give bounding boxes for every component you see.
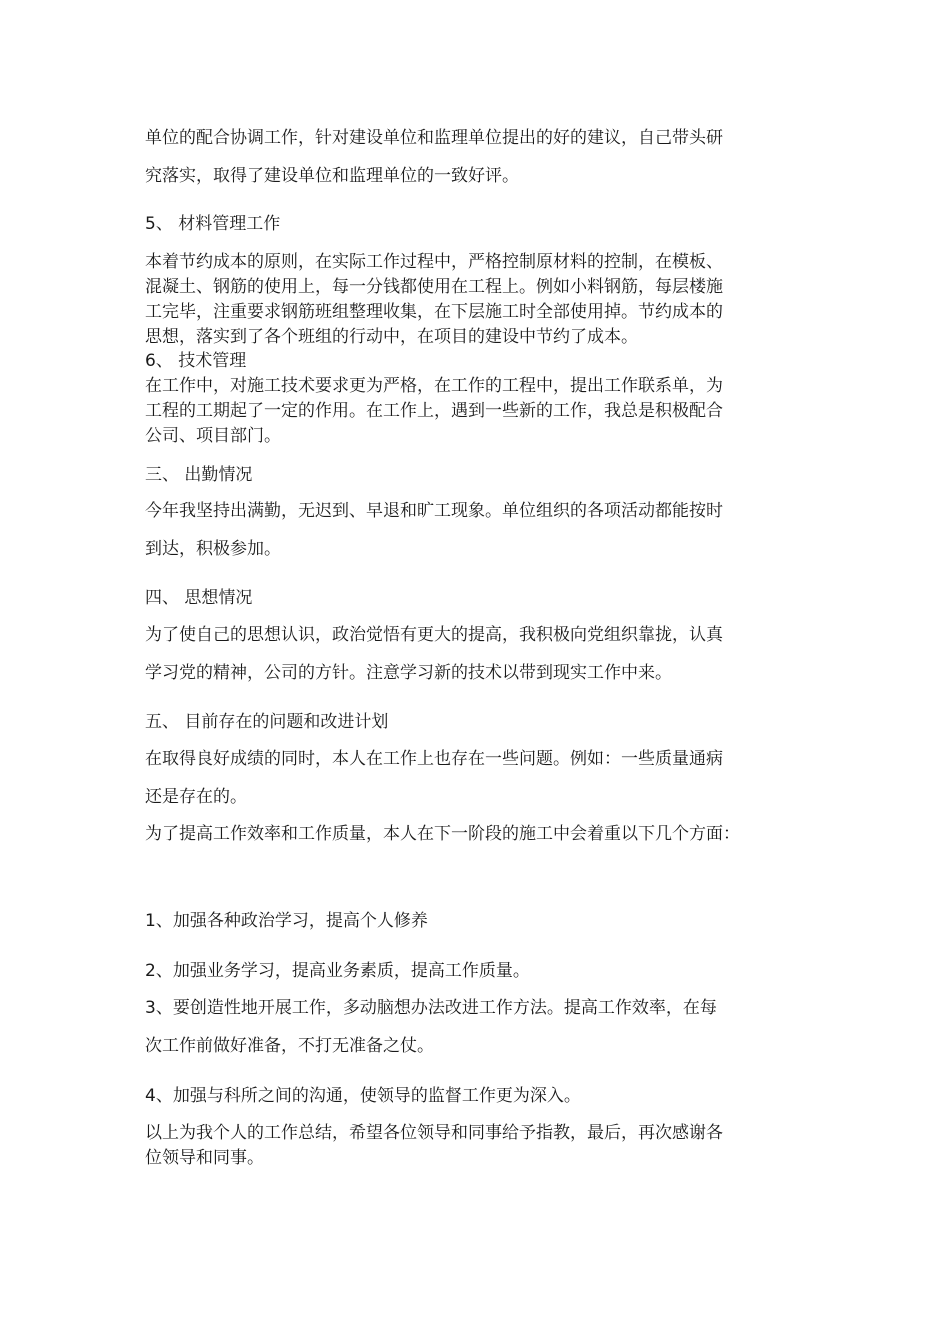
- paragraph-line: 工程的工期起了一定的作用。在工作上，遇到一些新的工作，我总是积极配合: [145, 401, 723, 421]
- list-item: 次工作前做好准备，不打无准备之仗。: [145, 1036, 434, 1056]
- paragraph-line: 思想，落实到了各个班组的行动中，在项目的建设中节约了成本。: [145, 327, 638, 347]
- paragraph-line: 工完毕，注重要求钢筋班组整理收集，在下层施工时全部使用掉。节约成本的: [145, 302, 723, 322]
- section-heading: 五、 目前存在的问题和改进计划: [145, 712, 389, 732]
- paragraph-line: 以上为我个人的工作总结，希望各位领导和同事给予指教，最后，再次感谢各: [145, 1123, 723, 1143]
- list-item: 4、加强与科所之间的沟通，使领导的监督工作更为深入。: [145, 1086, 581, 1106]
- section-heading: 三、 出勤情况: [145, 465, 253, 485]
- list-item: 1、加强各种政治学习，提高个人修养: [145, 911, 428, 931]
- paragraph-line: 单位的配合协调工作，针对建设单位和监理单位提出的好的建议，自己带头研: [145, 128, 723, 148]
- paragraph-line: 在取得良好成绩的同时，本人在工作上也存在一些问题。例如：一些质量通病: [145, 749, 723, 769]
- paragraph-line: 为了提高工作效率和工作质量，本人在下一阶段的施工中会着重以下几个方面：: [145, 824, 740, 844]
- paragraph-line: 到达，积极参加。: [145, 539, 281, 559]
- paragraph-line: 位领导和同事。: [145, 1148, 264, 1168]
- paragraph-line: 为了使自己的思想认识，政治觉悟有更大的提高，我积极向党组织靠拢，认真: [145, 625, 723, 645]
- section-heading: 四、 思想情况: [145, 588, 253, 608]
- paragraph-line: 公司、项目部门。: [145, 426, 281, 446]
- section-heading: 5、 材料管理工作: [145, 214, 281, 234]
- section-heading: 6、 技术管理: [145, 351, 247, 371]
- list-item: 2、加强业务学习，提高业务素质，提高工作质量。: [145, 961, 530, 981]
- paragraph-line: 今年我坚持出满勤，无迟到、早退和旷工现象。单位组织的各项活动都能按时: [145, 501, 723, 521]
- list-item: 3、要创造性地开展工作，多动脑想办法改进工作方法。提高工作效率，在每: [145, 998, 717, 1018]
- paragraph-line: 究落实，取得了建设单位和监理单位的一致好评。: [145, 166, 519, 186]
- paragraph-line: 混凝土、钢筋的使用上，每一分钱都使用在工程上。例如小料钢筋，每层楼施: [145, 277, 723, 297]
- paragraph-line: 本着节约成本的原则，在实际工作过程中，严格控制原材料的控制，在模板、: [145, 252, 723, 272]
- paragraph-line: 学习党的精神，公司的方针。注意学习新的技术以带到现实工作中来。: [145, 663, 672, 683]
- paragraph-line: 还是存在的。: [145, 787, 247, 807]
- paragraph-line: 在工作中，对施工技术要求更为严格，在工作的工程中，提出工作联系单，为: [145, 376, 723, 396]
